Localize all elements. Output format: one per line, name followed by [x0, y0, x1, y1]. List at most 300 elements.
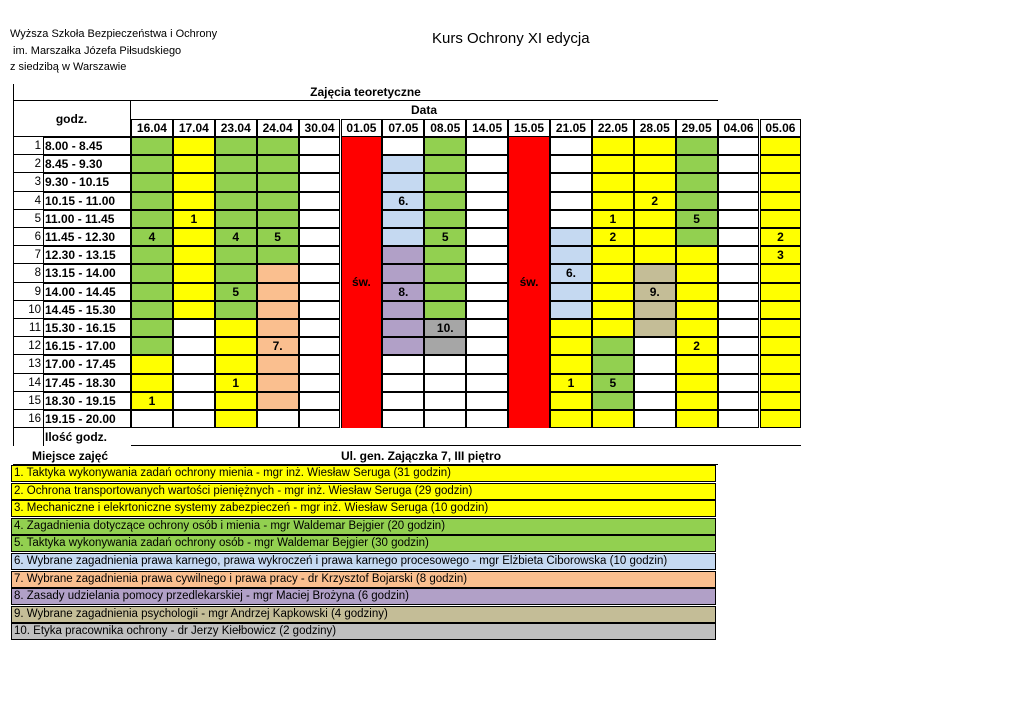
schedule-cell: [508, 210, 550, 228]
schedule-cell: [592, 264, 634, 282]
lesson-mark: 10.: [436, 321, 454, 335]
lesson-mark: 5: [274, 230, 281, 244]
schedule-cell: [341, 246, 383, 264]
schedule-cell: [508, 173, 550, 191]
schedule-cell: [508, 319, 550, 337]
schedule-cell: [257, 301, 299, 319]
schedule-cell: [718, 355, 760, 373]
slot-number: 16: [13, 410, 43, 428]
schedule-cell: [760, 137, 802, 155]
schedule-cell: [257, 410, 299, 428]
schedule-cell: [131, 210, 173, 228]
lesson-mark: 2: [609, 230, 617, 244]
slot-number: 11: [13, 319, 43, 337]
date-header: 22.05: [592, 119, 634, 137]
schedule-cell: [424, 173, 466, 191]
schedule-cell: [592, 410, 634, 428]
date-header: 15.05: [508, 119, 550, 137]
schedule-cell: [215, 192, 257, 210]
schedule-cell: [634, 137, 676, 155]
schedule-cell: [466, 319, 508, 337]
schedule-cell: [466, 355, 508, 373]
schedule-cell: [718, 264, 760, 282]
schedule-cell: [215, 301, 257, 319]
schedule-cell: [131, 155, 173, 173]
schedule-cell: [382, 374, 424, 392]
schedule-cell: [718, 246, 760, 264]
schedule-cell: [382, 155, 424, 173]
schedule-cell: [676, 392, 718, 410]
slot-time: 11.00 - 11.45: [43, 210, 131, 228]
schedule-cell: [299, 392, 341, 410]
schedule-cell: [634, 337, 676, 355]
lesson-mark: 1: [609, 211, 617, 226]
schedule-cell: [382, 319, 424, 337]
schedule-cell: [299, 246, 341, 264]
date-header: 01.05: [341, 119, 383, 137]
schedule-cell: [215, 173, 257, 191]
schedule-cell: [718, 283, 760, 301]
schedule-cell: [718, 155, 760, 173]
schedule-cell: [341, 137, 383, 155]
hours-header: godz.: [13, 101, 131, 137]
schedule-cell: [173, 374, 215, 392]
schedule-cell: [508, 374, 550, 392]
lesson-mark: 1: [232, 375, 240, 390]
schedule-cell: [215, 355, 257, 373]
schedule-cell: [550, 301, 592, 319]
schedule-cell: [718, 192, 760, 210]
schedule-cell: [424, 264, 466, 282]
schedule-cell: [760, 173, 802, 191]
table-title: Zajęcia teoretyczne: [13, 84, 718, 101]
schedule-cell: [257, 264, 299, 282]
schedule-cell: [592, 192, 634, 210]
schedule-cell: [173, 192, 215, 210]
lesson-mark: 9.: [649, 284, 660, 299]
schedule-cell: [592, 173, 634, 191]
schedule-cell: [131, 246, 173, 264]
schedule-cell: [424, 155, 466, 173]
slot-time: 8.45 - 9.30: [43, 155, 131, 173]
schedule-cell: [676, 355, 718, 373]
hours-total-label: Ilość godz.: [43, 428, 131, 446]
schedule-cell: [592, 246, 634, 264]
schedule-cell: [760, 374, 802, 392]
schedule-cell: [257, 392, 299, 410]
legend-item: 7. Wybrane zagadnienia prawa cywilnego i prawa pracy - dr Krzysztof Bojarski (8 godzin): [11, 571, 716, 588]
schedule-cell: [466, 155, 508, 173]
schedule-cell: [718, 210, 760, 228]
schedule-cell: [676, 301, 718, 319]
schedule-cell: [634, 410, 676, 428]
schedule-cell: [718, 301, 760, 319]
schedule-cell: [341, 228, 383, 246]
lesson-mark: 5: [609, 375, 617, 390]
schedule-cell: [760, 392, 802, 410]
schedule-cell: [424, 301, 466, 319]
legend-item: 8. Zasady udzielania pomocy przedlekarskiej - mgr Maciej Brożyna (6 godzin): [11, 588, 716, 605]
schedule-cell: [466, 210, 508, 228]
schedule-cell: [508, 137, 550, 155]
schedule-cell: [131, 319, 173, 337]
date-header: 24.04: [257, 119, 299, 137]
lesson-mark: 4: [232, 230, 240, 244]
schedule-cell: [466, 392, 508, 410]
schedule-cell: [508, 192, 550, 210]
schedule-cell: [215, 337, 257, 355]
schedule-cell: [257, 137, 299, 155]
slot-time: 11.45 - 12.30: [43, 228, 131, 246]
legend-item: 1. Taktyka wykonywania zadań ochrony mienia - mgr inż. Wiesław Seruga (31 godzin): [11, 465, 716, 482]
schedule-cell: [550, 392, 592, 410]
schedule-cell: [299, 319, 341, 337]
schedule-cell: [634, 264, 676, 282]
slot-time: 9.30 - 10.15: [43, 173, 131, 191]
schedule-cell: [173, 155, 215, 173]
schedule-cell: [173, 355, 215, 373]
slot-number: 13: [13, 355, 43, 373]
schedule-cell: [466, 374, 508, 392]
schedule-cell: [299, 192, 341, 210]
schedule-cell: [131, 192, 173, 210]
schedule-cell: [382, 173, 424, 191]
schedule-cell: [341, 319, 383, 337]
schedule-cell: [131, 173, 173, 191]
schedule-cell: [550, 283, 592, 301]
slot-number: 4: [13, 192, 43, 210]
schedule-cell: [382, 355, 424, 373]
schedule-cell: [634, 355, 676, 373]
slot-number: 2: [13, 155, 43, 173]
lesson-mark: 1: [148, 393, 156, 408]
schedule-cell: [424, 337, 466, 355]
slot-number: 5: [13, 210, 43, 228]
schedule-cell: [760, 355, 802, 373]
schedule-cell: [131, 355, 173, 373]
lesson-mark: 5: [232, 284, 240, 299]
date-header: 04.06: [718, 119, 760, 137]
schedule-cell: [382, 228, 424, 246]
schedule-cell: [550, 173, 592, 191]
schedule-cell: [634, 155, 676, 173]
lesson-mark: 6.: [398, 193, 409, 208]
schedule-cell: [215, 264, 257, 282]
lesson-mark: 3: [777, 248, 784, 263]
date-header: 28.05: [634, 119, 676, 137]
schedule-cell: [299, 355, 341, 373]
legend-item: 3. Mechaniczne i elekrtoniczne systemy zabezpieczeń - mgr inż. Wiesław Seruga (10 godzin): [11, 500, 716, 517]
schedule-cell: [341, 410, 383, 428]
schedule-cell: [424, 246, 466, 264]
slot-time: 17.45 - 18.30: [43, 374, 131, 392]
schedule-cell: [341, 155, 383, 173]
schedule-cell: [634, 301, 676, 319]
schedule-cell: [508, 228, 550, 246]
schedule-cell: [215, 137, 257, 155]
schedule-cell: [466, 301, 508, 319]
schedule-cell: [466, 137, 508, 155]
schedule-cell: [131, 374, 173, 392]
schedule-cell: [299, 301, 341, 319]
schedule-cell: [760, 264, 802, 282]
schedule-cell: [760, 210, 802, 228]
schedule-cell: [676, 319, 718, 337]
course-title: Kurs Ochrony XI edycja: [432, 30, 590, 47]
schedule-cell: [173, 228, 215, 246]
schedule-cell: [634, 319, 676, 337]
schedule-cell: [634, 173, 676, 191]
schedule-cell: [550, 228, 592, 246]
schedule-cell: [718, 319, 760, 337]
schedule-cell: [299, 173, 341, 191]
schedule-cell: [341, 355, 383, 373]
schedule-cell: [466, 283, 508, 301]
schedule-cell: [550, 192, 592, 210]
date-header: 30.04: [299, 119, 341, 137]
schedule-cell: [299, 337, 341, 355]
lesson-mark: 2: [693, 339, 700, 354]
schedule-cell: [676, 137, 718, 155]
slot-number: 6: [13, 228, 43, 246]
schedule-cell: [257, 355, 299, 373]
schedule-cell: [676, 410, 718, 428]
schedule-cell: [424, 283, 466, 301]
schedule-cell: [424, 392, 466, 410]
schedule-cell: [215, 319, 257, 337]
schedule-cell: [424, 210, 466, 228]
schedule-cell: [299, 228, 341, 246]
schedule-cell: [215, 392, 257, 410]
schedule-cell: [676, 264, 718, 282]
schedule-cell: [466, 173, 508, 191]
schedule-cell: [508, 392, 550, 410]
slot-number: 15: [13, 392, 43, 410]
slot-time: 10.15 - 11.00: [43, 192, 131, 210]
date-header: 21.05: [550, 119, 592, 137]
lesson-mark: 1: [190, 211, 198, 226]
schedule-cell: [466, 337, 508, 355]
schedule-cell: [634, 392, 676, 410]
schedule-cell: [508, 355, 550, 373]
schedule-cell: [550, 210, 592, 228]
schedule-cell: [382, 210, 424, 228]
schedule-cell: [718, 173, 760, 191]
schedule-cell: [424, 374, 466, 392]
schedule-cell: [676, 228, 718, 246]
legend-item: 10. Etyka pracownika ochrony - dr Jerzy Kiełbowicz (2 godziny): [11, 623, 716, 640]
schedule-cell: [382, 337, 424, 355]
schedule-cell: [173, 283, 215, 301]
slot-number: 1: [13, 137, 43, 155]
schedule-cell: [257, 283, 299, 301]
date-header: 05.06: [760, 119, 802, 137]
schedule-cell: [676, 283, 718, 301]
schedule-cell: [215, 246, 257, 264]
date-header: 17.04: [173, 119, 215, 137]
schedule-cell: [466, 264, 508, 282]
slot-time: 16.15 - 17.00: [43, 337, 131, 355]
schedule-cell: [718, 392, 760, 410]
schedule-cell: [466, 192, 508, 210]
schedule-cell: [508, 301, 550, 319]
schedule-cell: [299, 210, 341, 228]
legend-item: 6. Wybrane zagadnienia prawa karnego, prawa wykroczeń i prawa karnego procesowego - mgr Elżbieta Ciborowska (10 godzin): [11, 553, 716, 570]
schedule-cell: [760, 410, 802, 428]
schedule-cell: [760, 155, 802, 173]
date-header: 08.05: [424, 119, 466, 137]
schedule-cell: [676, 374, 718, 392]
schedule-cell: [131, 264, 173, 282]
lesson-mark: 5: [441, 230, 449, 244]
schedule-cell: [760, 337, 802, 355]
schedule-cell: [424, 192, 466, 210]
schedule-cell: [299, 264, 341, 282]
schedule-cell: [592, 319, 634, 337]
schedule-cell: [341, 337, 383, 355]
slot-number: 10: [13, 301, 43, 319]
schedule-cell: [131, 410, 173, 428]
schedule-cell: [592, 355, 634, 373]
schedule-cell: [592, 155, 634, 173]
schedule-cell: [173, 137, 215, 155]
schedule-cell: [760, 319, 802, 337]
slot-number: 7: [13, 246, 43, 264]
schedule-cell: [634, 374, 676, 392]
schedule-cell: [131, 337, 173, 355]
schedule-cell: [299, 410, 341, 428]
schedule-cell: [382, 264, 424, 282]
legend-item: 5. Taktyka wykonywania zadań ochrony osób - mgr Waldemar Bejgier (30 godzin): [11, 535, 716, 552]
slot-number: 14: [13, 374, 43, 392]
date-header: 14.05: [466, 119, 508, 137]
hours-total-row: [131, 445, 801, 446]
schedule-cell: [718, 337, 760, 355]
schedule-cell: [341, 173, 383, 191]
school-line-3: z siedzibą w Warszawie: [10, 61, 127, 73]
lesson-mark: 1: [567, 375, 575, 390]
schedule-cell: [676, 192, 718, 210]
schedule-cell: [215, 155, 257, 173]
slot-time: 14.45 - 15.30: [43, 301, 131, 319]
slot-number: 9: [13, 283, 43, 301]
schedule-cell: [550, 155, 592, 173]
schedule-cell: [718, 374, 760, 392]
schedule-cell: [466, 410, 508, 428]
slot-number: 3: [13, 173, 43, 191]
schedule-cell: [257, 173, 299, 191]
schedule-cell: [550, 319, 592, 337]
holiday-label: św.: [519, 275, 539, 290]
schedule-cell: [760, 301, 802, 319]
schedule-cell: [257, 155, 299, 173]
schedule-cell: [466, 228, 508, 246]
place-row: [11, 448, 716, 465]
date-header: 23.04: [215, 119, 257, 137]
lesson-mark: 4: [148, 230, 156, 244]
schedule-cell: [382, 392, 424, 410]
schedule-cell: [173, 173, 215, 191]
slot-time: 14.00 - 14.45: [43, 283, 131, 301]
lesson-mark: 2: [777, 230, 784, 244]
slot-number: 12: [13, 337, 43, 355]
school-line-1: Wyższa Szkoła Bezpieczeństwa i Ochrony: [10, 28, 218, 40]
schedule-cell: [382, 137, 424, 155]
schedule-cell: [173, 319, 215, 337]
schedule-cell: [173, 392, 215, 410]
schedule-cell: [341, 374, 383, 392]
schedule-cell: [676, 155, 718, 173]
schedule-cell: [718, 228, 760, 246]
schedule-cell: [592, 301, 634, 319]
place-value: Ul. gen. Zajączka 7, III piętro: [341, 449, 502, 463]
slot-time: 12.30 - 13.15: [43, 246, 131, 264]
schedule-cell: [550, 337, 592, 355]
schedule-cell: [466, 246, 508, 264]
schedule-cell: [508, 410, 550, 428]
schedule-cell: [382, 301, 424, 319]
schedule-cell: [382, 410, 424, 428]
schedule-cell: [173, 301, 215, 319]
schedule-cell: [341, 210, 383, 228]
schedule-cell: [634, 228, 676, 246]
schedule-cell: [341, 301, 383, 319]
schedule-cell: [173, 410, 215, 428]
schedule-cell: [131, 283, 173, 301]
schedule-cell: [424, 137, 466, 155]
schedule-cell: [424, 355, 466, 373]
slot-number: 8: [13, 264, 43, 282]
schedule-cell: [299, 374, 341, 392]
schedule-cell: [257, 192, 299, 210]
schedule-cell: [718, 410, 760, 428]
school-name: [10, 26, 217, 76]
schedule-cell: [215, 410, 257, 428]
schedule-cell: [382, 246, 424, 264]
lesson-mark: 8.: [398, 284, 409, 299]
schedule-cell: [341, 392, 383, 410]
lesson-mark: 6.: [565, 266, 576, 281]
schedule-cell: [634, 210, 676, 228]
schedule-cell: [341, 192, 383, 210]
schedule-cell: [760, 192, 802, 210]
slot-time: 8.00 - 8.45: [43, 137, 131, 155]
schedule-cell: [676, 246, 718, 264]
schedule-cell: [508, 337, 550, 355]
schedule-cell: [676, 173, 718, 191]
school-line-2: im. Marszałka Józefa Piłsudskiego: [10, 44, 182, 57]
schedule-cell: [550, 410, 592, 428]
table-left-border: [13, 84, 14, 446]
schedule-cell: [592, 337, 634, 355]
schedule-cell: [257, 210, 299, 228]
schedule-cell: [299, 137, 341, 155]
schedule-cell: [718, 137, 760, 155]
slot-time: 15.30 - 16.15: [43, 319, 131, 337]
lesson-mark: 7.: [272, 339, 283, 354]
schedule-cell: [634, 246, 676, 264]
holiday-label: św.: [351, 275, 371, 290]
schedule-cell: [550, 137, 592, 155]
schedule-cell: [257, 374, 299, 392]
schedule-cell: [257, 319, 299, 337]
schedule-cell: [508, 155, 550, 173]
slot-time: 13.15 - 14.00: [43, 264, 131, 282]
schedule-cell: [257, 246, 299, 264]
schedule-cell: [592, 137, 634, 155]
place-label: Miejsce zajęć: [32, 449, 109, 463]
date-label: Data: [410, 103, 437, 117]
